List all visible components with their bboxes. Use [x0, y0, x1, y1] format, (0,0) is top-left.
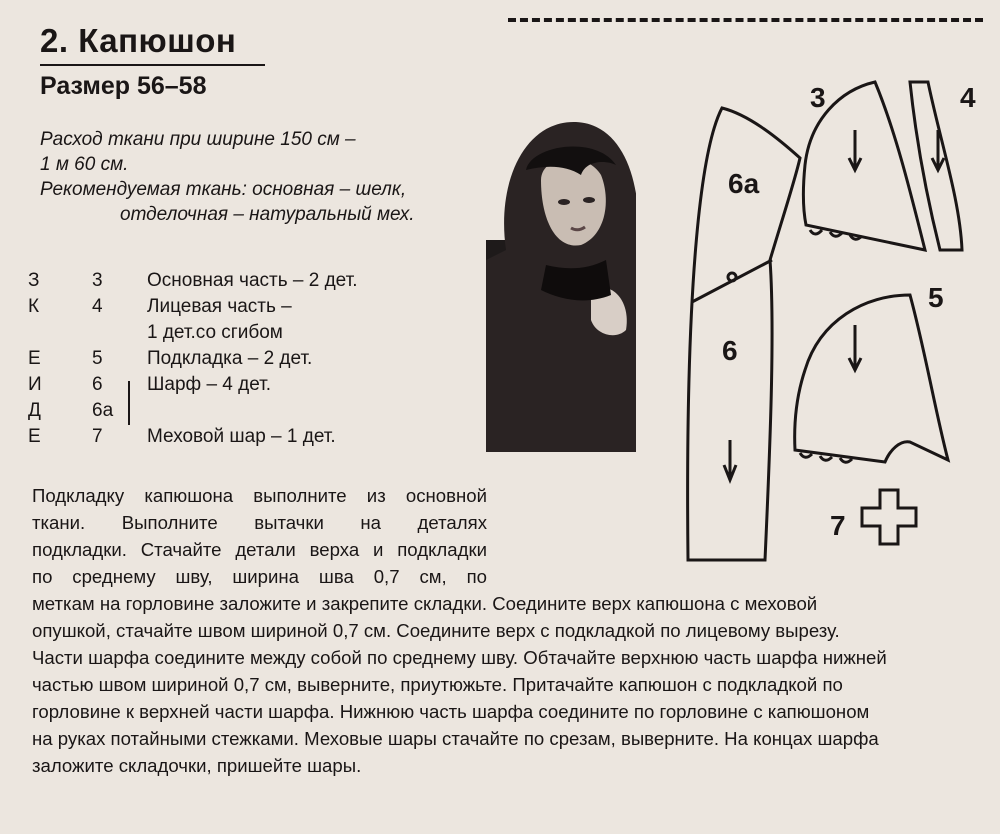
- pattern-pieces: [670, 70, 990, 590]
- label-piece-4: 4: [960, 82, 976, 113]
- fabric-consumption: Расход ткани при ширине 150 см –: [40, 129, 356, 150]
- fabric-info: [40, 127, 470, 227]
- instruction-line: опушкой, стачайте швом шириной 0,7 см. Соедините верх с подкладкой по лицевому вырезу.: [32, 620, 840, 641]
- instruction-line: горловине к верхней части шарфа. Нижнюю часть шарфа соедините по горловине с капюшоном: [32, 701, 870, 722]
- part-row: [28, 424, 407, 450]
- scarf-bracket: [128, 381, 130, 425]
- size-heading: Размер 56–58: [40, 72, 207, 100]
- part-row: [28, 268, 407, 294]
- page-title: 2. Капюшон: [40, 22, 237, 59]
- lining-piece-5: [795, 295, 948, 462]
- part-number: 6а: [92, 400, 114, 421]
- part-row: [28, 346, 407, 372]
- parts-list: [28, 268, 407, 450]
- label-piece-6: 6: [722, 335, 738, 366]
- instruction-line: на руках потайными стежками. Меховые шары стачайте по срезам, выверните. На концах шарфа: [32, 728, 879, 749]
- part-name: Подкладка – 2 дет.: [147, 348, 313, 369]
- part-name-line2: 1 дет.со сгибом: [147, 322, 283, 343]
- part-code: Д: [28, 400, 41, 421]
- instruction-line: Подкладку капюшона выполните из основной: [32, 485, 487, 506]
- fabric-trim: отделочная – натуральный мех.: [120, 204, 415, 225]
- label-piece-3: 3: [810, 82, 826, 113]
- instruction-line: Части шарфа соедините между собой по среднему шву. Обтачайте верхнюю часть шарфа нижней: [32, 647, 887, 668]
- label-piece-6a: 6а: [728, 168, 760, 199]
- label-piece-7: 7: [830, 510, 846, 541]
- instruction-line: частью швом шириной 0,7 см, выверните, приутюжьте. Притачайте капюшон с подкладкой по: [32, 674, 843, 695]
- part-name: [147, 398, 407, 424]
- part-number: 4: [92, 296, 103, 317]
- part-code: К: [28, 296, 40, 317]
- part-code: Е: [28, 426, 41, 447]
- title-underline: [40, 64, 265, 66]
- part-row: [28, 372, 407, 398]
- grain-arrow: [849, 325, 861, 370]
- notch-mark: [728, 273, 736, 281]
- instruction-line: ткани. Выполните вытачки на деталях: [32, 512, 487, 533]
- grain-arrow: [724, 440, 736, 480]
- part-number: 6: [92, 374, 103, 395]
- dashed-cut-line: [508, 18, 983, 22]
- part-name: Меховой шар – 1 дет.: [147, 426, 336, 447]
- part-code: Е: [28, 348, 41, 369]
- instruction-line: по среднему шву, ширина шва 0,7 см, по: [32, 566, 487, 587]
- part-code: И: [28, 374, 42, 395]
- instruction-line: меткам на горловине заложите и закрепите складки. Соедините верх капюшона с меховой: [32, 593, 818, 614]
- grain-arrow: [849, 130, 861, 170]
- part-row: [28, 294, 407, 346]
- label-piece-5: 5: [928, 282, 944, 313]
- part-name: [147, 294, 407, 346]
- instruction-line: заложите складочки, пришейте шары.: [32, 755, 362, 776]
- model-photo: [486, 120, 636, 452]
- part-name-line1: Лицевая часть –: [147, 296, 292, 317]
- part-name: Шарф – 4 дет.: [147, 374, 272, 395]
- fabric-recommended: Рекомендуемая ткань: основная – шелк,: [40, 179, 407, 200]
- fur-ball-piece-7: [862, 490, 916, 544]
- instruction-line: подкладки. Стачайте детали верха и подкладки: [32, 539, 487, 560]
- part-name: Основная часть – 2 дет.: [147, 270, 358, 291]
- part-number: 3: [92, 270, 103, 291]
- part-number: 5: [92, 348, 103, 369]
- part-number: 7: [92, 426, 103, 447]
- fabric-consumption-amount: 1 м 60 см.: [40, 154, 129, 175]
- grain-arrow: [932, 130, 944, 170]
- part-code: З: [28, 270, 40, 291]
- part-row: [28, 398, 407, 424]
